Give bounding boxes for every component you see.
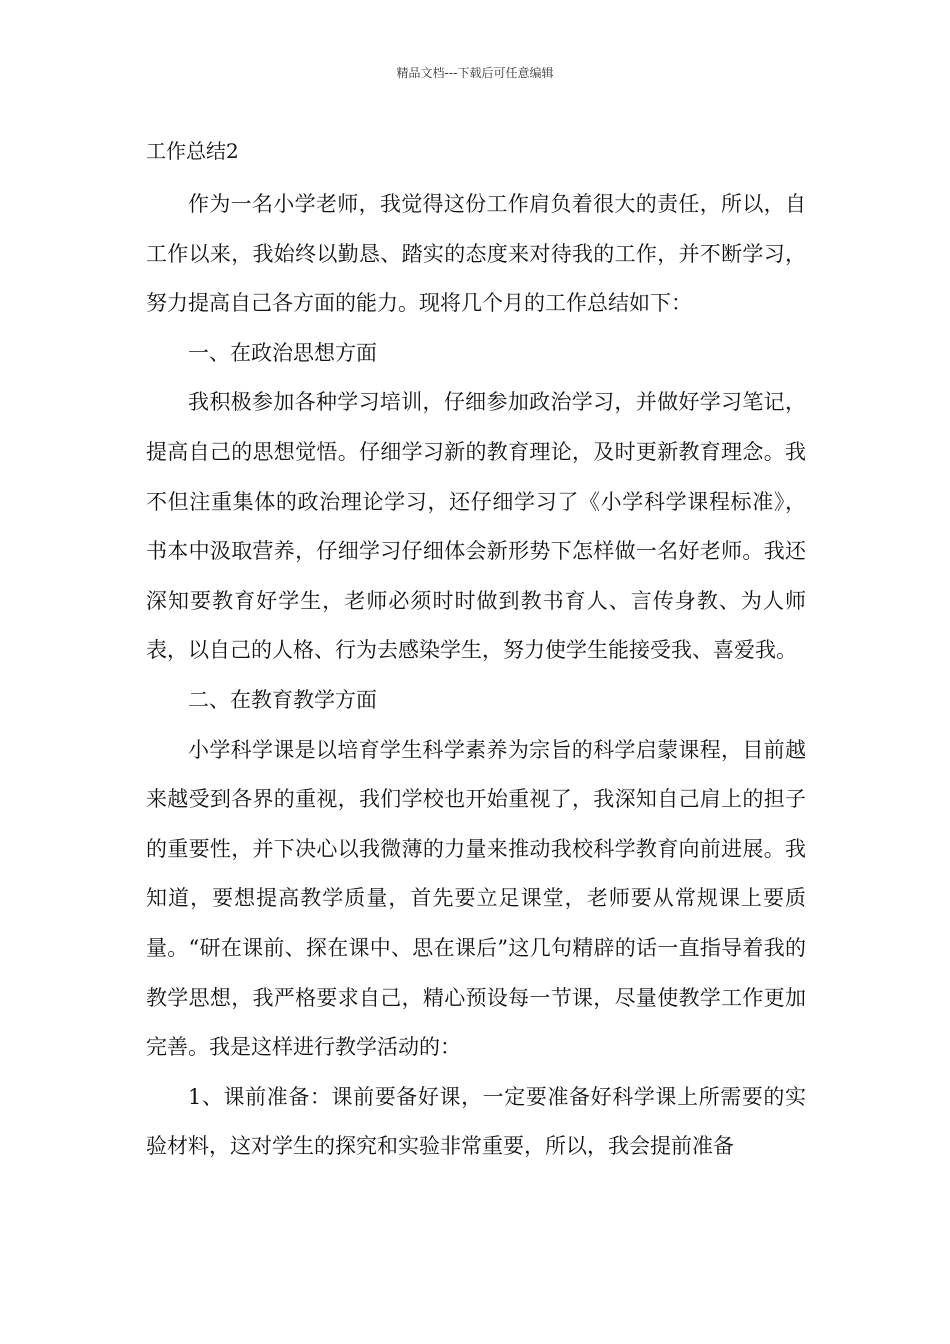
paragraph-preparation: 1、课前准备：课前要备好课，一定要准备好科学课上所需要的实验材料，这对学生的探究和实验非常重要，所以，我会提前准备 [146, 1084, 806, 1159]
paragraph-teaching: 小学科学课是以培育学生科学素养为宗旨的科学启蒙课程，目前越来越受到各界的重视，我们学校也开始重视了，我深知自己肩上的担子的重要性，并下决心以我微薄的力量来推动我校科学教育向前进展。我知道，要想提高教学质量，首先要立足课堂，老师要从常规课上要质量。“研在课前、探在课中、思在课后”这几句精辟的话一直指导着我的教学思想，我严格要求自己，精心预设每一节课，尽量使教学工作更加完善。我是这样进行教学活动的： [146, 737, 806, 1060]
document-title: 工作总结2 [146, 139, 239, 163]
section-heading-teaching: 二、在教育教学方面 [188, 687, 377, 712]
paragraph-intro: 作为一名小学老师，我觉得这份工作肩负着很大的责任，所以，自工作以来，我始终以勤恳、踏实的态度来对待我的工作，并不断学习，努力提高自己各方面的能力。现将几个月的工作总结如下： [146, 192, 806, 316]
document-body [146, 180, 806, 1172]
page-header: 精品文档---下载后可任意编辑 [396, 66, 554, 80]
section-heading-political: 一、在政治思想方面 [188, 340, 377, 365]
paragraph-political: 我积极参加各种学习培训，仔细参加政治学习，并做好学习笔记，提高自己的思想觉悟。仔细学习新的教育理论，及时更新教育理念。我不但注重集体的政治理论学习，还仔细学习了《小学科学课程标准》，书本中汲取营养，仔细学习仔细体会新形势下怎样做一名好老师。我还深知要教育好学生，老师必须时时做到教书育人、言传身教、为人师表，以自己的人格、行为去感染学生，努力使学生能接受我、喜爱我。 [146, 390, 806, 663]
